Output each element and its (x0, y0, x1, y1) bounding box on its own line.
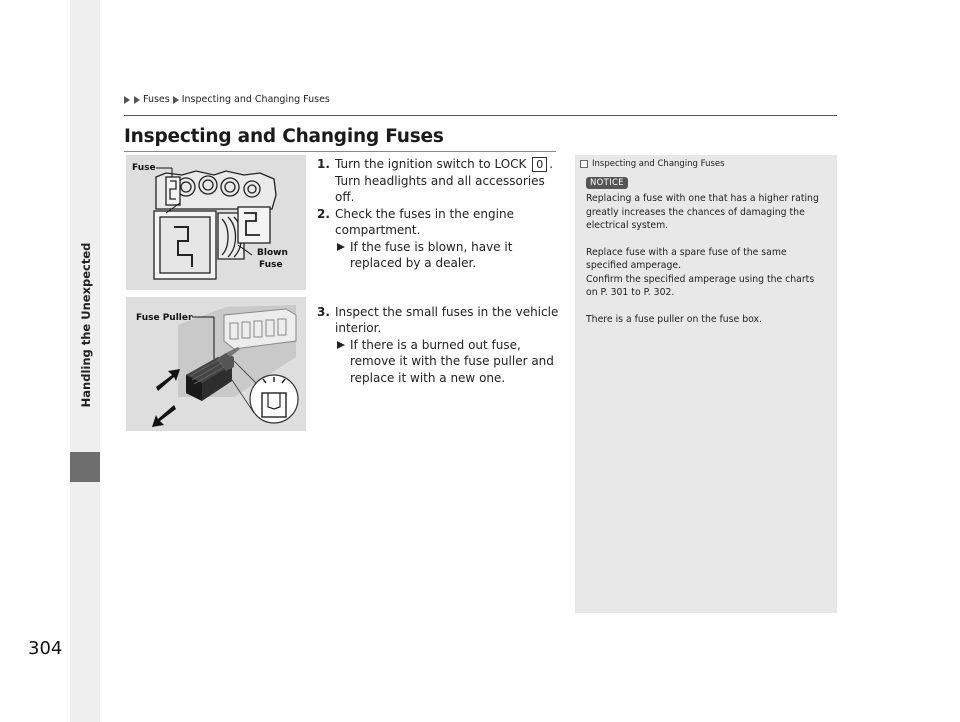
notes-body (586, 192, 826, 339)
fuse-puller-illustration (126, 297, 306, 431)
notes-paragraph-1: Replacing a fuse with one that has a higher rating greatly increases the chances of damaging the electrical system. (586, 193, 819, 231)
notes-paragraph-3: There is a fuse puller on the fuse box. (586, 313, 762, 325)
side-tab-marker (70, 452, 100, 482)
title-rule (124, 151, 556, 152)
step-1 (317, 156, 562, 206)
step-2 (317, 206, 562, 239)
step-2-subtext: If the fuse is blown, have it replaced by a dealer. (350, 239, 513, 270)
breadcrumb-arrow-icon (124, 96, 130, 104)
step-1-text-a: Turn the ignition switch to LOCK (335, 157, 527, 171)
page-title: Inspecting and Changing Fuses (124, 126, 444, 147)
step-2-substep (317, 239, 562, 272)
step-1-number: 1. (317, 157, 330, 171)
step-3-text: Inspect the small fuses in the vehicle interior. (335, 304, 559, 335)
notes-panel (575, 155, 837, 613)
breadcrumb-arrow-icon (134, 96, 140, 104)
label-blown-fuse-line2: Fuse (259, 260, 283, 270)
instruction-steps (317, 156, 562, 386)
label-fuse-puller: Fuse Puller (136, 313, 193, 323)
header-rule (124, 115, 837, 116)
notice-badge: NOTICE (586, 177, 628, 189)
notes-heading-text: Inspecting and Changing Fuses (592, 159, 725, 169)
substep-arrow-icon (337, 243, 345, 251)
breadcrumb-current: Inspecting and Changing Fuses (181, 94, 330, 105)
reference-square-icon (580, 160, 588, 168)
breadcrumb-arrow-icon (173, 96, 179, 104)
page-number: 304 (28, 638, 63, 659)
step-2-text: Check the fuses in the engine compartment. (335, 206, 514, 237)
step-3-subtext: If there is a burned out fuse, remove it with the fuse puller and replace it with a new one. (350, 337, 554, 385)
label-blown-fuse-line1: Blown (257, 248, 288, 258)
breadcrumb-fuses[interactable]: Fuses (143, 94, 170, 105)
breadcrumb (124, 94, 330, 105)
notes-paragraph-2a: Replace fuse with a spare fuse of the same specified amperage. (586, 246, 787, 271)
side-tab-label: Handling the Unexpected (79, 242, 93, 408)
step-2-number: 2. (317, 206, 330, 221)
substep-arrow-icon (337, 341, 345, 349)
step-3 (317, 304, 562, 337)
step-1-text-b: . Turn headlights and all accessories off. (335, 157, 554, 204)
step-3-number: 3. (317, 304, 330, 319)
step-3-substep (317, 337, 562, 387)
fuse-box-illustration (126, 155, 306, 290)
ignition-lock-key: 0 (532, 157, 547, 172)
notes-heading (580, 159, 725, 169)
label-fuse: Fuse (132, 163, 156, 173)
notes-paragraph-2b: Confirm the specified amperage using the charts on P. 301 to P. 302. (586, 273, 815, 298)
